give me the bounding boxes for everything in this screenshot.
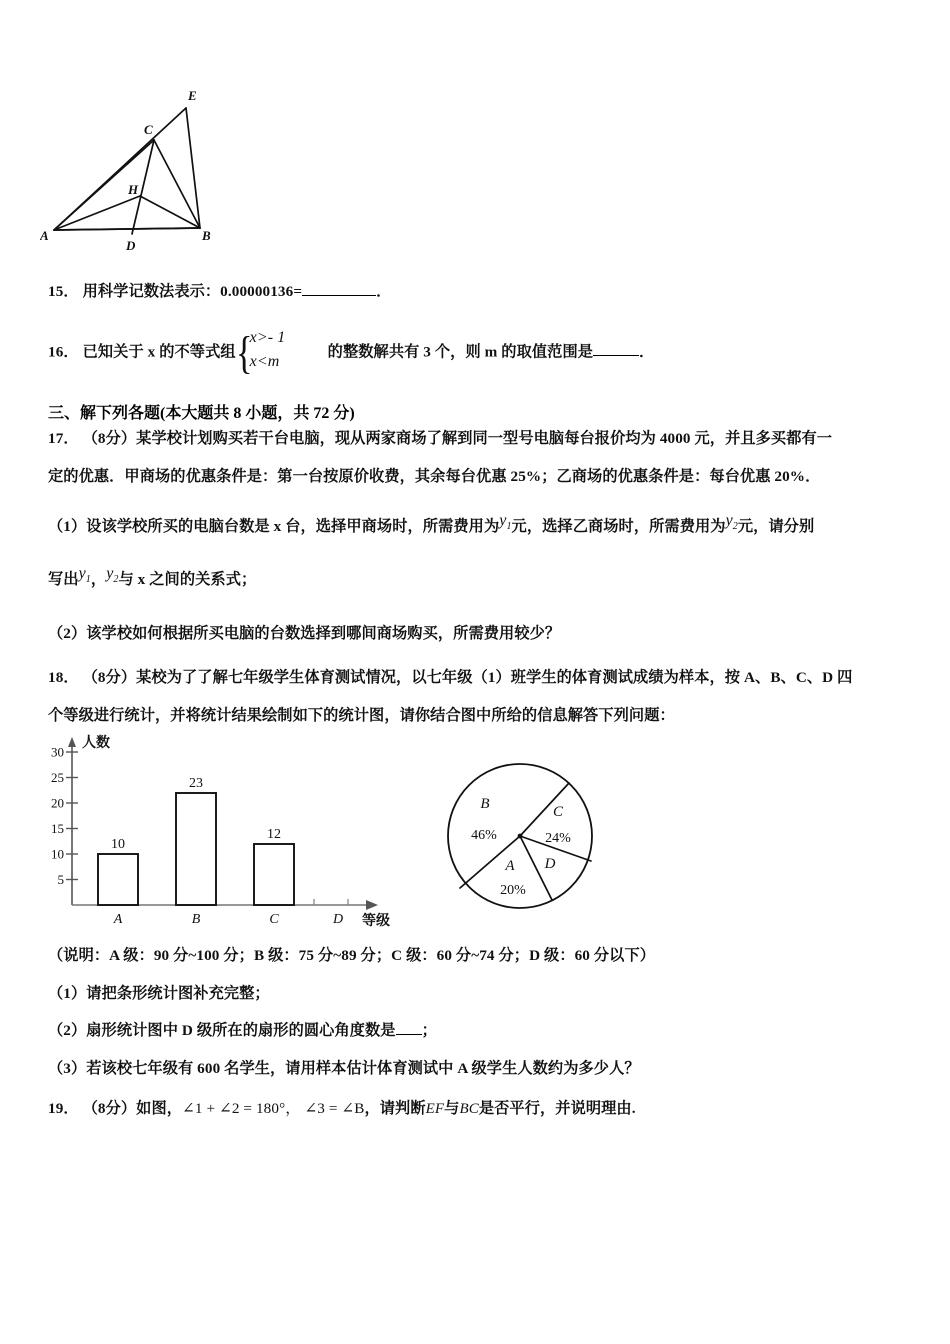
y-tick-25: 25: [51, 770, 64, 785]
pie-value-A: 20%: [500, 883, 526, 898]
pie-label-D: D: [544, 856, 556, 872]
question-18-line-2: 个等级进行统计，并将统计结果绘制如下的统计图，请你结合图中所给的信息解答下列问题：: [48, 707, 675, 724]
question-17-sub1-text-c: 元，请分别: [737, 518, 815, 535]
question-19-math-1: ∠1 + ∠2 = 180°，: [182, 1100, 301, 1117]
variable-y1-b: $y_1$: [78, 565, 91, 586]
question-19-text-d: 是否平行，并说明理由.: [478, 1100, 636, 1117]
question-18-sub2-text: （2）扇形统计图中 D 级所在的扇形的圆心角度数是: [48, 1022, 396, 1039]
question-16-number: 16．: [48, 343, 79, 361]
pie-label-B: B: [480, 796, 490, 812]
x-label-D: D: [332, 912, 344, 927]
question-16-blank[interactable]: [593, 355, 639, 356]
pie-label-A: A: [505, 858, 515, 874]
figure-label-B: B: [202, 228, 211, 243]
question-15: [48, 283, 391, 301]
question-16-text-before: 已知关于 x 的不等式组: [82, 343, 236, 361]
bar-C: [254, 844, 294, 905]
question-15-number: 15．: [48, 283, 79, 300]
y-tick-20: 20: [51, 795, 64, 811]
pie-value-B: 46%: [471, 828, 497, 843]
x-label-C: C: [269, 912, 279, 927]
bar-A: [98, 854, 138, 905]
question-17-line-1: [48, 430, 832, 448]
question-16: [48, 327, 655, 378]
question-17-sub1-suffix: 与 x 之间的关系式；: [118, 571, 257, 588]
inequality-system: [235, 327, 328, 378]
question-17-sub1-text-b: 元，选择乙商场时，所需费用为: [511, 518, 726, 535]
figure-label-C: C: [144, 122, 153, 137]
question-18-line-1: [48, 669, 852, 687]
question-18-text-1: 某校为了了解七年级学生体育测试情况，以七年级（1）班学生的体育测试成绩为样本，按 A、B、C、D 四: [136, 669, 853, 686]
question-17-sub-2: （2）该学校如何根据所买电脑的台数选择到哪间商场购买，所需费用较少？: [48, 625, 561, 642]
y-tick-15: 15: [51, 821, 64, 836]
geometry-figure-svg: [40, 78, 260, 258]
question-18-score: （8分）: [82, 669, 137, 686]
pie-value-C: 24%: [545, 831, 571, 846]
variable-y2: $y_2$: [725, 512, 738, 533]
x-label-A: A: [113, 912, 123, 927]
bar-B: [176, 793, 216, 905]
question-18-sub-2: [48, 1022, 437, 1040]
question-18-sub2-tail: ；: [421, 1022, 437, 1039]
variable-y1: $y_1$: [499, 512, 512, 533]
question-19-text-b: ，请判断: [364, 1100, 426, 1117]
question-19-score: （8分）: [82, 1100, 137, 1117]
question-19-math-EF: EF: [425, 1101, 445, 1117]
y-tick-30: 30: [51, 744, 64, 760]
pie-label-C: C: [552, 804, 564, 820]
figure-label-D: D: [126, 238, 136, 253]
question-18-sub-3: （3）若该校七年级有 600 名学生，请用样本估计体育测试中 A 级学生人数约为多少人？: [48, 1060, 640, 1077]
question-15-blank[interactable]: [302, 295, 376, 296]
left-brace-icon: {: [235, 327, 253, 378]
x-label-B: B: [191, 912, 201, 927]
question-19-math-2: ∠3 = ∠B: [304, 1100, 365, 1117]
bar-chart-grade-counts: [48, 733, 398, 933]
inequality-line-1: x>- 1: [249, 329, 286, 346]
pie-chart-grade-percent: [440, 748, 615, 928]
question-17-sub-1-cont: [48, 565, 257, 592]
figure-label-E: E: [188, 88, 197, 103]
y-axis-arrow-icon: [68, 737, 76, 747]
bar-value-C: 12: [267, 827, 281, 842]
bar-value-A: 10: [111, 837, 125, 852]
question-15-text: 用科学记数法表示：0.00000136=: [82, 283, 303, 300]
question-19: [48, 1100, 636, 1118]
y-axis-title: 人数: [82, 734, 110, 750]
variable-y2-b: $y_2$: [106, 565, 119, 586]
question-17-sub-1: [48, 512, 815, 539]
question-19-number: 19．: [48, 1100, 79, 1117]
question-15-tail: ．: [376, 283, 392, 300]
question-18-sub-1: （1）请把条形统计图补充完整；: [48, 985, 270, 1002]
bar-chart-svg: [48, 733, 398, 933]
question-17-text-1: 某学校计划购买若干台电脑，现从两家商场了解到同一型号电脑每台报价均为 4000 元，并且多买都有一: [136, 430, 833, 447]
question-18-note: （说明：A 级：90 分~100 分；B 级：75 分~89 分；C 级：60 分~74 分；D 级：60 分以下）: [48, 947, 656, 964]
question-16-tail: ．: [639, 343, 655, 361]
question-18-number: 18．: [48, 669, 79, 686]
pie-chart-svg: [440, 748, 615, 928]
question-17-sub1-mid: ，: [90, 571, 107, 588]
pie-center-dot: [518, 834, 523, 839]
y-tick-5: 5: [57, 872, 64, 887]
question-19-text-a: 如图，: [136, 1100, 183, 1117]
question-17-number: 17．: [48, 430, 79, 447]
question-16-text-after: 的整数解共有 3 个，则 m 的取值范围是: [327, 343, 594, 361]
geometry-figure-triangle-ABE: [40, 78, 260, 258]
question-17-score: （8分）: [82, 430, 137, 447]
question-17-line-2: 定的优惠．甲商场的优惠条件是：第一台按原价收费，其余每台优惠 25%；乙商场的优惠条件是：每台优惠 20%．: [48, 468, 821, 485]
question-17-sub1-text-a: （1）设该学校所买的电脑台数是 x 台，选择甲商场时，所需费用为: [48, 518, 500, 535]
question-19-text-c: 与: [444, 1100, 460, 1117]
x-axis-title: 等级: [362, 912, 390, 928]
inequality-line-2: x<m: [249, 353, 280, 370]
bar-value-B: 23: [189, 776, 203, 791]
x-axis-arrow-icon: [366, 900, 378, 910]
question-18-sub2-blank[interactable]: [396, 1034, 422, 1035]
question-17-sub1-prefix: 写出: [48, 571, 79, 588]
y-tick-10: 10: [51, 846, 64, 862]
section-3-heading: 三、解下列各题(本大题共 8 小题，共 72 分): [48, 405, 355, 422]
figure-label-A: A: [40, 228, 49, 243]
figure-label-H: H: [128, 182, 139, 197]
question-19-math-BC: BC: [459, 1101, 479, 1117]
